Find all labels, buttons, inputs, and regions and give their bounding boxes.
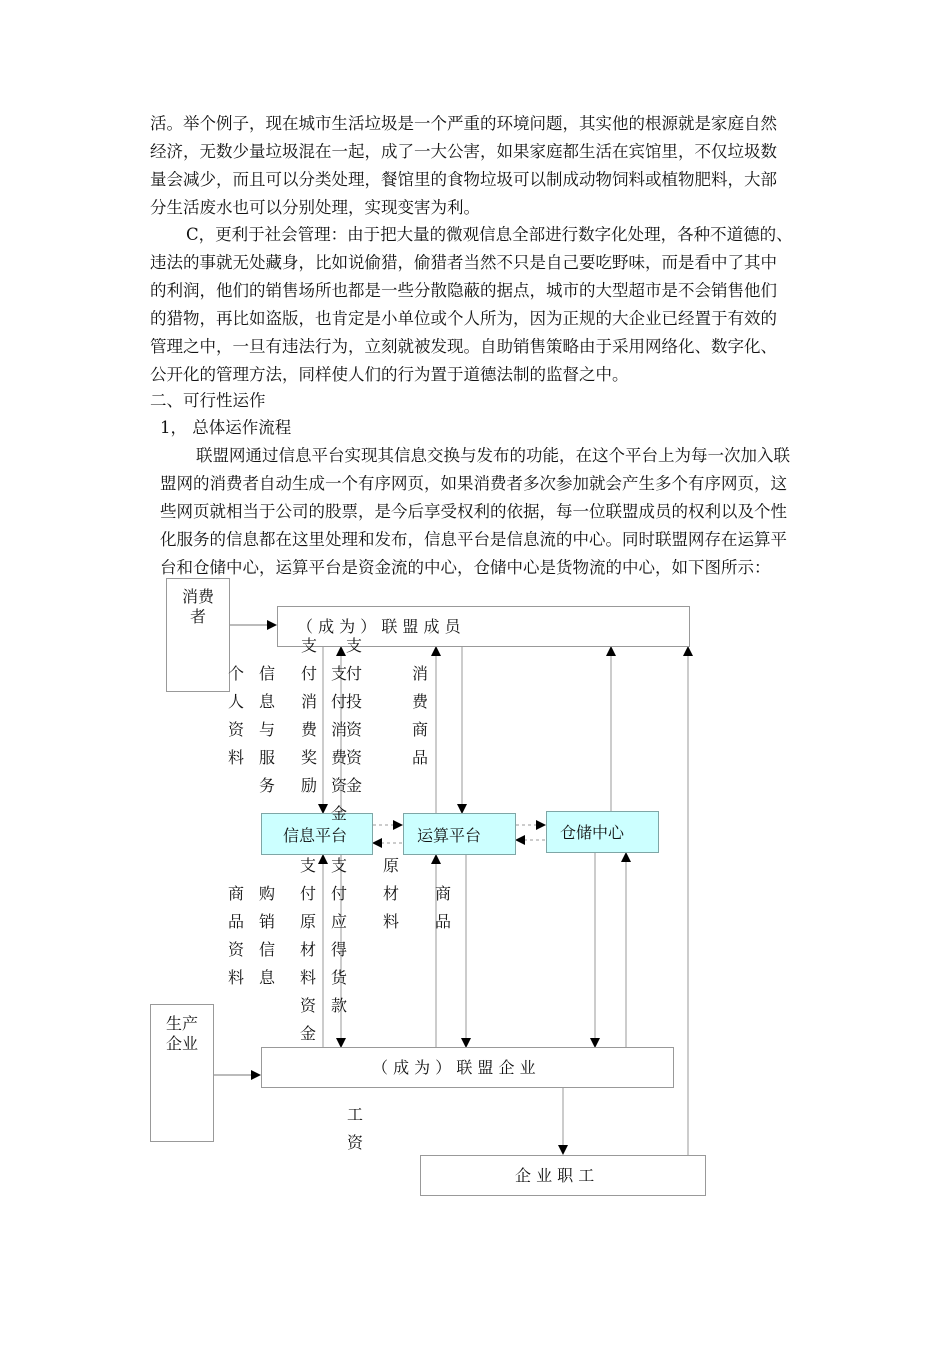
label-pay-invest: 支付投资资金 — [345, 636, 362, 795]
member-label: （ 成 为 ） 联 盟 成 员 — [297, 617, 461, 636]
calc-platform-label: 运算平台 — [417, 826, 482, 845]
text-line: C，更利于社会管理：由于把大量的微观信息全部进行数字化处理，各种不道德的、 — [186, 225, 793, 244]
text-line: 的猎物，再比如盗版，也肯定是小单位或个人所为，因为正规的大企业已经置于有效的 — [150, 309, 777, 328]
storage-center-label: 仓储中心 — [560, 823, 625, 842]
text-line: 化服务的信息都在这里处理和发布，信息平台是信息流的中心。同时联盟网存在运算平 — [160, 530, 787, 549]
info-platform-label: 信息平台 — [283, 826, 348, 845]
producer-label: 生产企业 — [165, 1014, 198, 1053]
label-goods: 商品 — [434, 884, 451, 931]
label-material: 原材料 — [382, 856, 399, 931]
consumer-label: 消费者 — [181, 587, 214, 626]
text-line: 联盟网通过信息平台实现其信息交换与发布的功能，在这个平台上为每一次加入联 — [196, 446, 790, 465]
label-personal-info: 个人资料 — [227, 664, 244, 767]
text-line: 经济，无数少量垃圾混在一起，成了一大公害，如果家庭都生活在宾馆里，不仅垃圾数 — [150, 142, 777, 161]
section-heading: 二、可行性运作 — [150, 391, 266, 410]
label-pay-material-fund: 支付原材料资金 — [299, 856, 316, 1043]
staff-label: 企 业 职 工 — [515, 1166, 595, 1185]
label-info-service: 信息与服务 — [258, 664, 275, 795]
label-pay-reward: 支付消费奖励 — [300, 636, 317, 795]
text-line: 活。举个例子，现在城市生活垃圾是一个严重的环境问题，其实他的根源就是家庭自然 — [150, 114, 777, 133]
text-line: 分生活废水也可以分别处理，实现变害为利。 — [150, 198, 480, 217]
label-purchase-info: 购销信息 — [258, 884, 275, 987]
text-line: 量会减少，而且可以分类处理，餐馆里的食物垃圾可以制成动物饲料或植物肥料，大部 — [150, 170, 777, 189]
text-line: 管理之中，一旦有违法行为，立刻就被发现。自助销售策略由于采用网络化、数字化、 — [150, 337, 777, 356]
text-line: 些网页就相当于公司的股票，是今后享受权利的依据，每一位联盟成员的权利以及个性 — [160, 502, 787, 521]
enterprise-label: （ 成 为 ） 联 盟 企 业 — [372, 1058, 536, 1077]
label-pay-receivable: 支付应得货款 — [330, 856, 347, 1015]
text-line: 公开化的管理方法，同样使人们的行为置于道德法制的监督之中。 — [150, 365, 629, 384]
label-pay-fund: 支付消费资金 — [330, 664, 347, 823]
text-line: 的利润，他们的销售场所也都是一些分散隐蔽的据点，城市的大型超市是不会销售他们 — [150, 281, 777, 300]
sub-heading: 1， 总体运作流程 — [160, 418, 292, 437]
text-line: 盟网的消费者自动生成一个有序网页，如果消费者多次参加就会产生多个有序网页，这 — [160, 474, 787, 493]
text-line: 台和仓储中心，运算平台是资金流的中心，仓储中心是货物流的中心，如下图所示： — [160, 558, 771, 577]
label-consume-goods: 消费商品 — [411, 664, 428, 767]
label-wage: 工资 — [346, 1105, 363, 1152]
text-line: 违法的事就无处藏身，比如说偷猎，偷猎者当然不只是自己要吃野味，而是看中了其中 — [150, 253, 777, 272]
label-goods-info: 商品资料 — [227, 884, 244, 987]
